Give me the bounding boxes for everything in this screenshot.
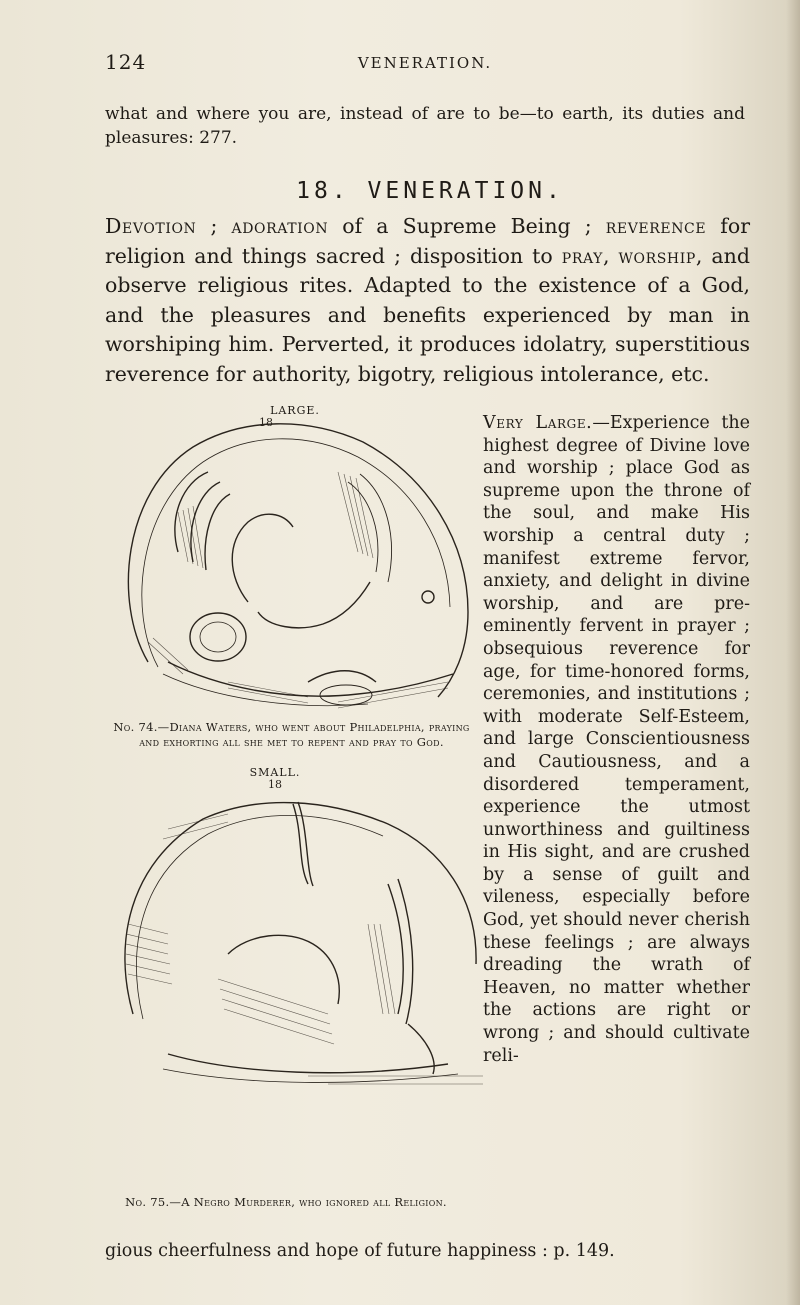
figure-large-caption: No. 74.—Diana Waters, who went about Philadelphia, praying and exhorting all she met to repent and pray to God. <box>113 720 470 749</box>
term-devotion: Devotion <box>105 214 197 238</box>
page-number: 124 <box>105 50 147 74</box>
intro-paragraph: what and where you are, instead of are to be—to earth, its duties and pleasures: 277. <box>105 104 745 148</box>
term-pray: pray <box>561 243 603 268</box>
figure-small-number: 18 <box>268 778 282 791</box>
definition-sep: , <box>602 243 619 268</box>
figure-small-caption: No. 75.—A Negro Murderer, who ignored all Religion. <box>125 1195 447 1209</box>
term-worship: worship <box>618 243 696 268</box>
definition-sep: ; <box>196 214 232 238</box>
definition-paragraph <box>105 212 750 389</box>
description-continuation: gious cheerfulness and hope of future happiness : p. 149. <box>105 1241 615 1261</box>
term-reverence: reverence <box>605 214 707 238</box>
description-column <box>483 412 750 1067</box>
description-lead: Very Large. <box>483 413 593 433</box>
figure-small-head-illustration <box>108 774 483 1094</box>
term-adoration: adoration <box>231 214 329 238</box>
figure-large-head-illustration <box>108 412 483 717</box>
definition-text: for religion and things sacred ; disposition to <box>105 214 751 268</box>
page-edge-shadow <box>786 0 800 1305</box>
definition-text: of a Supreme Being ; <box>328 214 606 238</box>
running-header <box>105 50 745 78</box>
section-heading: 18. VENERATION. <box>296 178 564 204</box>
figure-large-label: LARGE. <box>270 404 320 417</box>
definition-text: , and observe religious rites. Adapted to the existence of a God, and the pleasures and benefits experienced by man in worshiping him. Perverted, it produces idolatry, superstitious reverence for authority, bigotry, religious intolerance, etc. <box>105 243 750 386</box>
running-title: VENERATION. <box>357 54 493 72</box>
figure-large-number: 18 <box>259 416 273 429</box>
figure-small-label: SMALL. <box>249 766 301 779</box>
description-body: —Experience the highest degree of Divine love and worship ; place God as supreme upon the throne of the soul, and make His worship a central duty ; manifest extreme fervor, anxiety, and delight in divine worship, and are pre-eminently fervent in prayer ; obsequious reverence for age, for time-honored forms, ceremonies, and institutions ; with moderate Self-Esteem, and large Conscientiousness and Cautiousness, and a disordered temperament, experience the utmost unworthiness and guiltiness in His sight, and are crushed by a sense of guilt and vileness, especially before God, yet should never cherish these feelings ; are always dreading the wrath of Heaven, no matter whether the actions are right or wrong ; and should cultivate reli- <box>483 413 750 1066</box>
